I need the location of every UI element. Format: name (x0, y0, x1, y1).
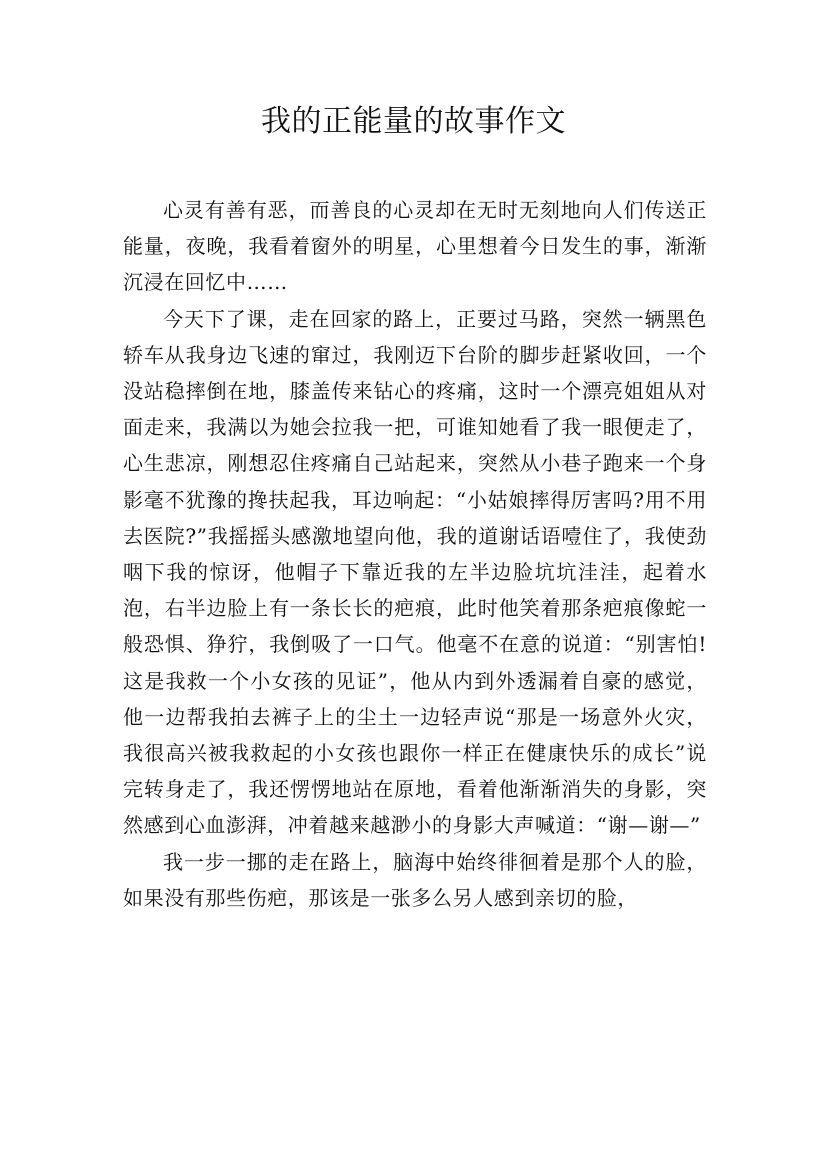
paragraph-2: 今天下了课，走在回家的路上，正要过马路，突然一辆黑色轿车从我身边飞速的窜过，我刚迈下台阶的脚步赶紧收回，一个没站稳摔倒在地，膝盖传来钻心的疼痛，这时一个漂亮姐姐从对面走来，我满以为她会拉我一把，可谁知她看了我一眼便走了，心生悲凉，刚想忍住疼痛自己站起来，突然从小巷子跑来一个身影毫不犹豫的搀扶起我，耳边响起：“小姑娘摔得厉害吗?用不用去医院?”我摇摇头感激地望向他，我的道谢话语噎住了，我使劲咽下我的惊讶，他帽子下靠近我的左半边脸坑坑洼洼，起着水泡，右半边脸上有一条长长的疤痕，此时他笑着那条疤痕像蛇一般恐惧、狰狞，我倒吸了一口气。他毫不在意的说道：“别害怕!这是我救一个小女孩的见证”，他从内到外透漏着自豪的感觉，他一边帮我拍去裤子上的尘土一边轻声说“那是一场意外火灾，我很高兴被我救起的小女孩也跟你一样正在健康快乐的成长”说完转身走了，我还愣愣地站在原地，看着他渐渐消失的身影，突然感到心血澎湃，冲着越来越渺小的身影大声喊道：“谢—谢—” (123, 306, 707, 838)
document-body (123, 192, 707, 916)
paragraph-3: 我一步一挪的走在路上，脑海中始终徘徊着是那个人的脸，如果没有那些伤疤，那该是一张多么另人感到亲切的脸， (123, 849, 707, 910)
paragraph-1: 心灵有善有恶，而善良的心灵却在无时无刻地向人们传送正能量，夜晚，我看着窗外的明星，心里想着今日发生的事，渐渐沉浸在回忆中…… (123, 198, 707, 295)
document-title: 我的正能量的故事作文 (261, 104, 566, 139)
